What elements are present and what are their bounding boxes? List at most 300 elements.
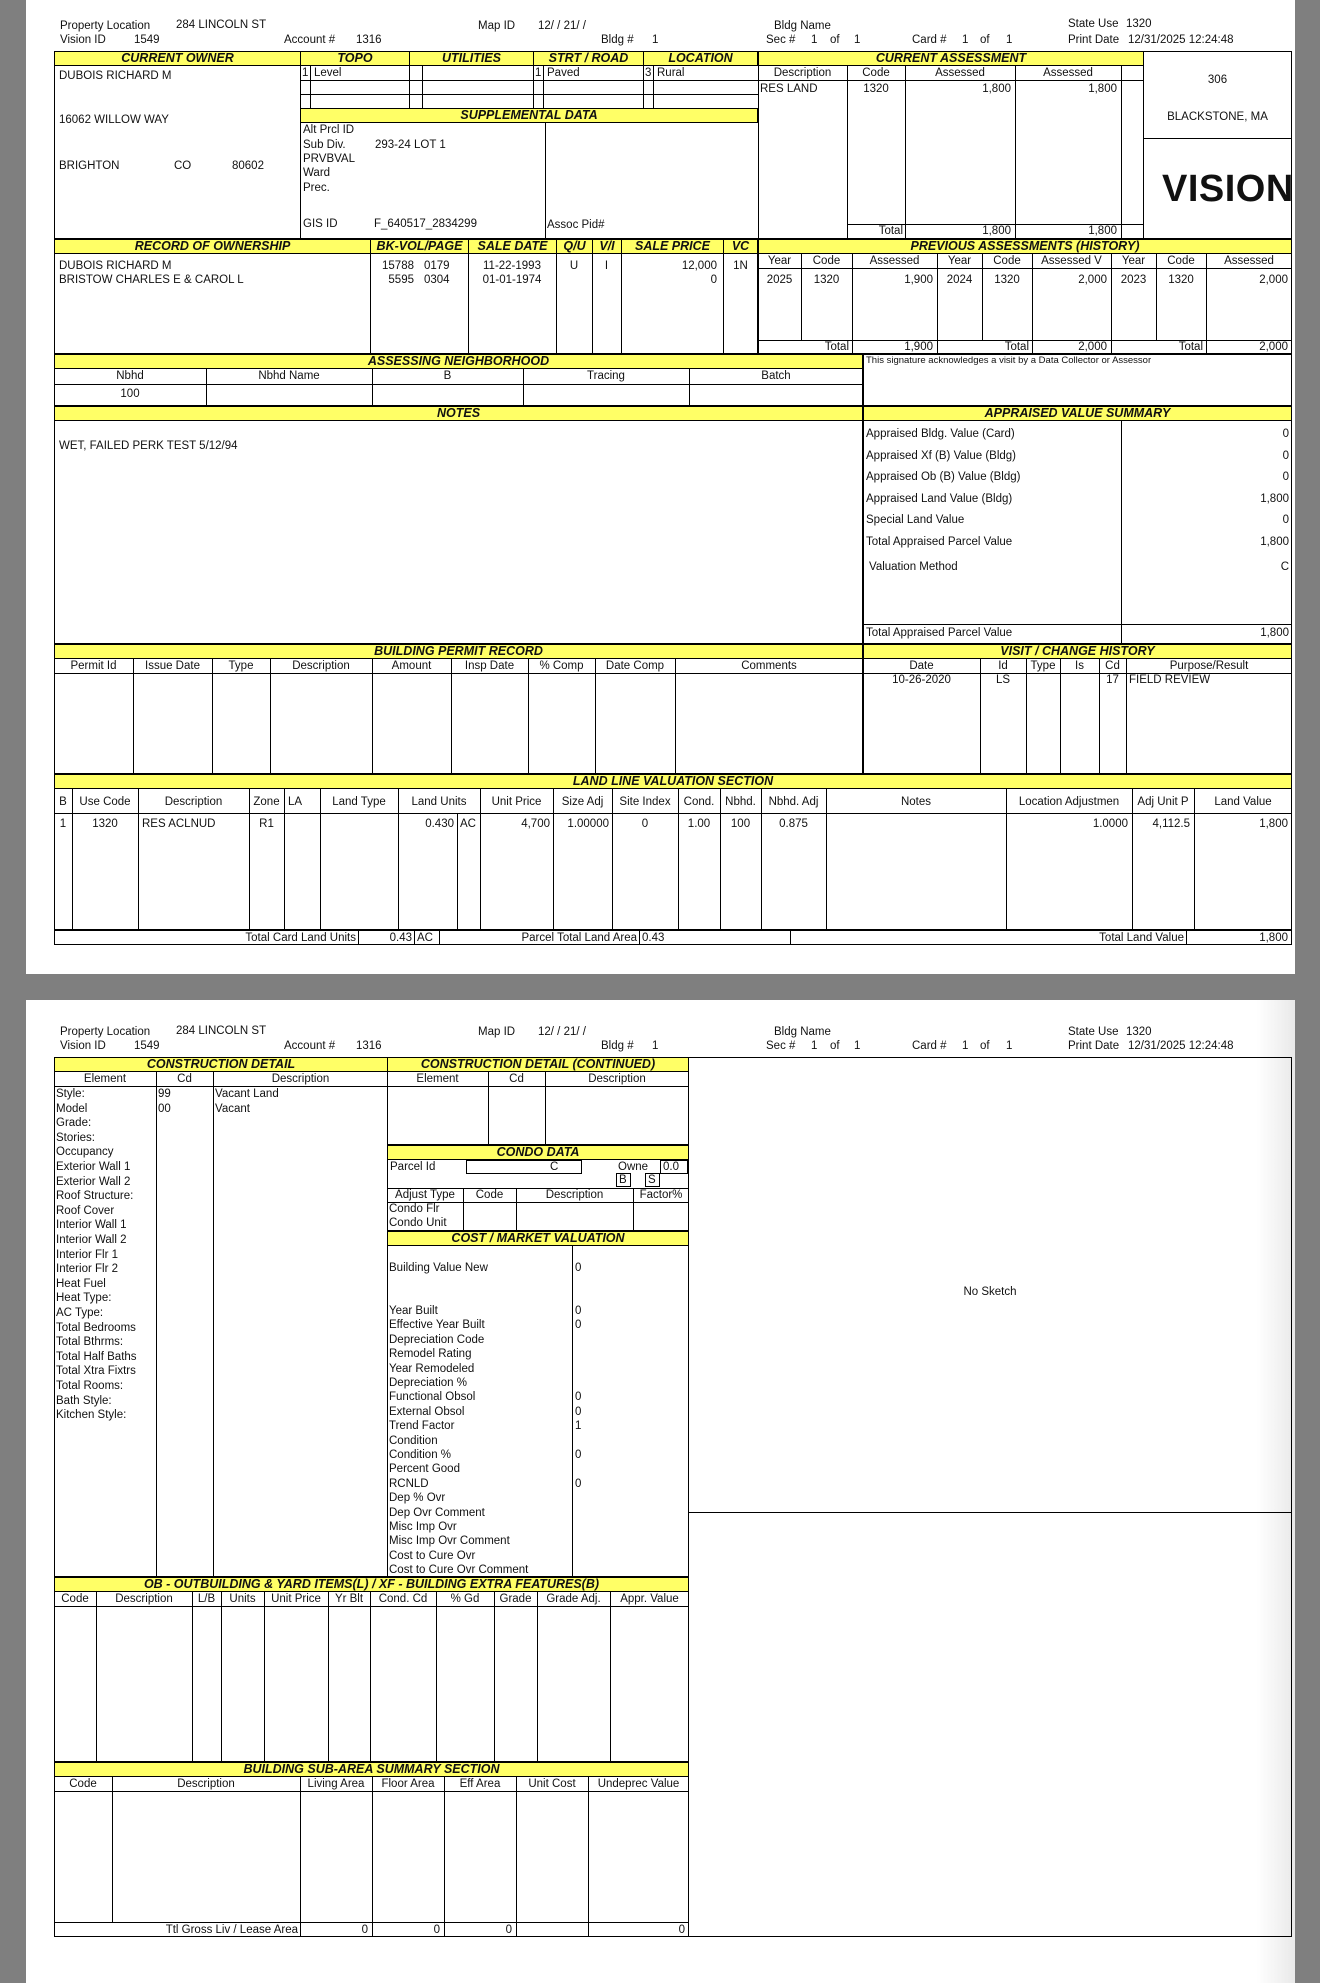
visit-cd: 17 [1106, 674, 1119, 686]
subarea-total-eff: 0 [505, 1924, 512, 1936]
print-date-label: Print Date [1068, 34, 1120, 46]
construction-element: Heat Type: [56, 1292, 112, 1305]
appraised-value: 1,800 [1260, 493, 1289, 505]
construction-element: Total Bedrooms [56, 1321, 136, 1334]
sketch-frame [688, 1057, 1292, 1937]
map-id-label: Map ID [478, 1026, 516, 1038]
property-location-label: Property Location [60, 20, 151, 32]
land-value: 1,800 [1259, 818, 1288, 830]
sec-label: Sec # [766, 1040, 796, 1052]
strt-road-value: Paved [547, 67, 580, 79]
alt-prcl-id-label: Alt Prcl ID [303, 124, 355, 136]
cost-market-label: External Obsol [389, 1405, 465, 1418]
ob-header-cond-cd: Cond. Cd [378, 1593, 428, 1605]
construction-description: Vacant Land [215, 1088, 279, 1100]
permit-header-amount: Amount [391, 660, 432, 672]
land-header-b: B [59, 796, 67, 808]
subarea-header-living: Living Area [307, 1778, 365, 1790]
card-label: Card # [912, 1040, 947, 1052]
bldg-name-label: Bldg Name [774, 20, 831, 32]
construction-element: Total Bthrms: [56, 1336, 124, 1349]
permits-title: BUILDING PERMIT RECORD [54, 644, 863, 659]
owner-address: 16062 WILLOW WAY [59, 114, 169, 126]
cost-market-label: Functional Obsol [389, 1391, 476, 1404]
parcel-total-land-area-label: Parcel Total Land Area [521, 932, 637, 944]
cost-market-label: Year Remodeled [389, 1362, 475, 1375]
construction-cont-title: CONSTRUCTION DETAIL (CONTINUED) [387, 1057, 689, 1072]
land-header-land-units: Land Units [411, 796, 467, 808]
cost-market-value: 0 [575, 1477, 582, 1490]
appraised-label: Appraised Land Value (Bldg) [866, 493, 1013, 505]
nbhd-b-header: B [443, 370, 452, 382]
cost-market-value: 0 [575, 1391, 582, 1404]
sec-label: Sec # [766, 34, 796, 46]
visit-header-date: Date [909, 660, 934, 672]
sec-of: 1 [854, 1040, 861, 1052]
construction-element: AC Type: [56, 1307, 104, 1319]
land-header-nbhd-adj: Nbhd. Adj [768, 796, 819, 808]
card-of: 1 [1006, 34, 1013, 46]
ca-total-2: 1,800 [1088, 225, 1117, 237]
property-location: 284 LINCOLN ST [176, 19, 267, 31]
ownership-owner: BRISTOW CHARLES E & CAROL L [59, 274, 244, 286]
ca-assessed-1: 1,800 [982, 83, 1011, 95]
sec-of-label: of [830, 34, 840, 46]
state-use: 1320 [1126, 18, 1152, 30]
bldg-name-label: Bldg Name [774, 1026, 831, 1038]
ca-header-description: Description [773, 67, 832, 79]
ob-header-appr-value: Appr. Value [620, 1593, 679, 1605]
previous-assessments-title: PREVIOUS ASSESSMENTS (HISTORY) [758, 239, 1292, 254]
ownership-page: 0304 [424, 274, 450, 286]
cost-market-label: Percent Good [389, 1463, 460, 1476]
property-location-label: Property Location [60, 1026, 151, 1038]
land-site-index: 0 [641, 818, 649, 830]
prvbval-label: PRVBVAL [303, 153, 355, 165]
condo-s: S [648, 1174, 656, 1186]
construction-description: Vacant [215, 1102, 250, 1115]
land-header-nbhd: Nbhd. [725, 796, 756, 808]
appraised-label: Total Appraised Parcel Value [866, 536, 1013, 548]
permit-header-description: Description [292, 660, 350, 672]
land-zone: R1 [259, 818, 274, 830]
condo-owne-label: Owne [618, 1161, 649, 1173]
cost-market-value: 0 [575, 1405, 582, 1418]
ownership-bk: 5595 [388, 274, 414, 286]
sketch-placeholder: No Sketch [963, 1286, 1017, 1298]
pa-code-2: 1320 [994, 274, 1020, 286]
ob-header-yr-blt: Yr Blt [334, 1593, 364, 1605]
ca-header-assessed-2: Assessed [1043, 67, 1093, 79]
land-description: RES ACLNUD [142, 818, 216, 830]
land-header-site-index: Site Index [619, 796, 671, 808]
ca-code: 1320 [863, 83, 889, 95]
visit-header-purpose: Purpose/Result [1169, 660, 1249, 672]
ownership-title: RECORD OF OWNERSHIP [54, 239, 371, 254]
visit-id: LS [995, 674, 1011, 686]
appraised-label: Appraised Ob (B) Value (Bldg) [866, 471, 1021, 483]
location-value: Rural [657, 67, 685, 79]
construction-frame [54, 1057, 388, 1577]
bldg-number: 1 [652, 34, 659, 46]
appraised-value: 1,800 [1260, 536, 1289, 548]
construction-element: Total Rooms: [56, 1380, 124, 1392]
ownership-vi: I [604, 260, 609, 272]
assoc-pid-label: Assoc Pid# [547, 219, 605, 231]
pa-header-code-2: Code [993, 255, 1021, 267]
construction-cd: 00 [158, 1102, 171, 1115]
permit-header-type: Type [228, 660, 254, 672]
construction-element: Heat Fuel [56, 1277, 106, 1290]
topo-value: Level [314, 67, 342, 79]
ownership-header-vc: VC [723, 239, 758, 254]
ob-header-grade-adj: Grade Adj. [546, 1593, 601, 1605]
cost-market-label: Dep Ovr Comment [389, 1506, 485, 1519]
land-use-code: 1320 [92, 818, 118, 830]
land-header-unit-price: Unit Price [491, 796, 542, 808]
subarea-title: BUILDING SUB-AREA SUMMARY SECTION [54, 1762, 689, 1777]
condo-c: C [550, 1161, 559, 1173]
land-cond: 1.00 [687, 818, 711, 830]
pa-header-year-2: Year [947, 255, 972, 267]
notes-text: WET, FAILED PERK TEST 5/12/94 [59, 440, 238, 452]
building-value-new-label: Building Value New [389, 1262, 488, 1274]
sub-div: 293-24 LOT 1 [375, 139, 446, 151]
gis-id: F_640517_2834299 [374, 218, 477, 230]
bldg-label: Bldg # [601, 34, 634, 46]
total-card-land-units-label: Total Card Land Units [245, 932, 356, 944]
appraised-title: APPRAISED VALUE SUMMARY [863, 406, 1292, 421]
bldg-label: Bldg # [601, 1040, 634, 1052]
pa-header-assessed-1: Assessed [869, 255, 920, 267]
state-use-label: State Use [1068, 18, 1119, 30]
visits-title: VISIT / CHANGE HISTORY [863, 644, 1292, 659]
owner-city: BRIGHTON [59, 160, 120, 172]
cost-market-label: Remodel Rating [389, 1348, 472, 1361]
ob-header-lb: L/B [197, 1593, 216, 1605]
ward-label: Ward [303, 167, 331, 179]
land-b: 1 [59, 818, 67, 830]
ownership-frame [54, 239, 758, 354]
map-id-label: Map ID [478, 20, 516, 32]
land-header-use-code: Use Code [79, 796, 131, 808]
property-card-page-1 [26, 0, 1295, 974]
pa-year-2: 2024 [946, 274, 973, 286]
location-title: LOCATION [643, 51, 758, 66]
construction-element: Model [56, 1102, 88, 1115]
total-card-land-units: 0.43 [389, 932, 412, 944]
account-number: 1316 [356, 1040, 382, 1052]
condo-title: CONDO DATA [387, 1145, 689, 1160]
construction-element: Total Half Baths [56, 1350, 137, 1363]
ownership-header-bk: BK-VOL/PAGE [370, 239, 469, 254]
card-number: 1 [962, 34, 969, 46]
pa-total-1: 1,900 [904, 341, 933, 353]
owner-state: CO [174, 160, 192, 172]
pa-header-year-1: Year [767, 255, 792, 267]
cost-market-label: Condition % [389, 1449, 452, 1461]
pa-total-3: 2,000 [1259, 341, 1288, 353]
cost-market-value: 0 [575, 1305, 582, 1317]
sec-number: 1 [811, 34, 818, 46]
nbhd-header: Nbhd [116, 370, 144, 382]
visit-header-type: Type [1030, 660, 1056, 672]
card-of: 1 [1006, 1040, 1013, 1052]
utilities-title: UTILITIES [409, 51, 534, 66]
state-use: 1320 [1126, 1026, 1152, 1038]
current-assessment-title: CURRENT ASSESSMENT [758, 51, 1144, 66]
card-of-label: of [980, 34, 990, 46]
land-line-title: LAND LINE VALUATION SECTION [54, 774, 1292, 789]
nbhd-tracing-header: Tracing [587, 370, 625, 382]
construction-cont-header-element: Element [416, 1073, 459, 1085]
topo-title: TOPO [300, 51, 410, 66]
pa-assessed-2: 2,000 [1078, 274, 1107, 286]
pa-header-code-3: Code [1167, 255, 1195, 267]
vision-id: 1549 [134, 34, 160, 46]
permit-header-comments: Comments [741, 660, 797, 672]
construction-element: Total Xtra Fixtrs [56, 1365, 136, 1378]
construction-element: Interior Flr 2 [56, 1263, 118, 1276]
ca-total-label: Total [878, 225, 903, 237]
ownership-date: 11-22-1993 [483, 260, 541, 272]
permit-header-id: Permit Id [70, 660, 117, 672]
print-date: 12/31/2025 12:24:48 [1128, 1040, 1234, 1052]
construction-title: CONSTRUCTION DETAIL [54, 1057, 388, 1072]
town-code: 306 [1207, 74, 1228, 86]
visit-header-id: Id [998, 660, 1008, 672]
neighborhood-title: ASSESSING NEIGHBORHOOD [54, 354, 863, 369]
land-size-adj: 1.00000 [567, 818, 609, 830]
construction-element: Stories: [56, 1131, 95, 1144]
condo-flr-label: Condo Flr [389, 1203, 440, 1215]
appraised-label: Appraised Bldg. Value (Card) [866, 428, 1015, 440]
pa-assessed-3: 2,000 [1259, 274, 1288, 286]
cost-market-label: Cost to Cure Ovr Comment [389, 1564, 529, 1577]
subarea-header-undeprec: Undeprec Value [597, 1778, 680, 1790]
visit-purpose: FIELD REVIEW [1129, 674, 1211, 686]
construction-header-element: Element [83, 1073, 127, 1085]
ob-header-grade: Grade [499, 1593, 532, 1605]
permit-header-issue-date: Issue Date [145, 660, 200, 672]
construction-element: Bath Style: [56, 1394, 112, 1407]
land-header-adj-unit-p: Adj Unit P [1137, 796, 1189, 808]
ownership-header-price: SALE PRICE [621, 239, 724, 254]
appraised-value: 0 [1282, 428, 1289, 440]
ownership-price: 0 [710, 274, 717, 286]
total-land-value: 1,800 [1259, 932, 1288, 944]
account-label: Account # [284, 34, 336, 46]
appraised-value: 0 [1282, 514, 1289, 526]
pa-total-label-1: Total [824, 341, 849, 353]
card-of-label: of [980, 1040, 990, 1052]
subarea-header-description: Description [177, 1778, 235, 1790]
construction-element: Roof Cover [56, 1204, 115, 1217]
sec-number: 1 [811, 1040, 818, 1052]
cost-market-value: 1 [575, 1420, 582, 1433]
ownership-header-date: SALE DATE [468, 239, 557, 254]
supplemental-title: SUPPLEMENTAL DATA [300, 108, 758, 123]
subarea-header-code: Code [69, 1778, 97, 1790]
ob-header-description: Description [115, 1593, 173, 1605]
pa-assessed-1: 1,900 [904, 274, 933, 286]
construction-element: Style: [56, 1088, 85, 1100]
account-number: 1316 [356, 34, 382, 46]
print-date-label: Print Date [1068, 1040, 1120, 1052]
ca-total-1: 1,800 [982, 225, 1011, 237]
permit-header-comp: % Comp [539, 660, 584, 672]
total-card-land-units-type: AC [417, 932, 433, 944]
ca-description: RES LAND [760, 83, 818, 95]
cost-market-label: Trend Factor [389, 1420, 455, 1433]
subarea-header-floor: Floor Area [381, 1778, 435, 1790]
condo-header-code: Code [475, 1189, 504, 1201]
land-unit-price: 4,700 [521, 818, 550, 830]
condo-parcel-id-field [466, 1160, 582, 1174]
ownership-header-vi: V/I [592, 239, 622, 254]
land-header-la: LA [288, 796, 303, 808]
ownership-qu: U [569, 260, 579, 272]
condo-header-adjust-type: Adjust Type [395, 1189, 455, 1201]
land-header-land-value: Land Value [1214, 796, 1272, 808]
owner-name: DUBOIS RICHARD M [59, 70, 172, 82]
construction-element: Interior Flr 1 [56, 1248, 118, 1261]
land-header-zone: Zone [253, 796, 280, 808]
construction-header-cd: Cd [177, 1073, 192, 1085]
sec-of-label: of [830, 1040, 840, 1052]
account-label: Account # [284, 1040, 336, 1052]
cost-market-title: COST / MARKET VALUATION [387, 1231, 689, 1246]
cost-market-label: Condition [389, 1434, 438, 1447]
print-date: 12/31/2025 12:24:48 [1128, 34, 1234, 46]
topo-code: 1 [302, 67, 309, 79]
ca-assessed-2: 1,800 [1088, 83, 1117, 95]
nbhd-name-header: Nbhd Name [258, 370, 320, 382]
construction-element: Grade: [56, 1117, 92, 1130]
appraised-label: Valuation Method [869, 561, 958, 573]
state-use-label: State Use [1068, 1026, 1119, 1038]
construction-cont-header-cd: Cd [509, 1073, 524, 1085]
location-code: 3 [645, 67, 652, 79]
pa-header-assessed-3: Assessed [1224, 255, 1274, 267]
cost-market-label: Misc Imp Ovr Comment [389, 1535, 510, 1548]
construction-cd: 99 [158, 1088, 171, 1100]
pa-code-1: 1320 [813, 274, 840, 286]
cost-market-label: Dep % Ovr [389, 1492, 446, 1505]
ownership-date: 01-01-1974 [482, 274, 542, 286]
pa-total-label-2: Total [1004, 341, 1029, 353]
cost-market-value: 0 [575, 1319, 582, 1332]
construction-element: Interior Wall 2 [56, 1234, 127, 1246]
vision-id-label: Vision ID [60, 1040, 106, 1052]
land-header-land-type: Land Type [332, 796, 386, 808]
appraised-value: C [1280, 561, 1289, 573]
ownership-page: 0179 [424, 260, 450, 272]
condo-owne-value: 0.0 [663, 1161, 679, 1173]
property-card-page-2 [26, 1000, 1295, 1983]
land-header-location-adj: Location Adjustmen [1018, 796, 1120, 808]
land-header-size-adj: Size Adj [561, 796, 604, 808]
land-header-cond: Cond. [683, 796, 715, 808]
prec-label: Prec. [303, 182, 330, 194]
construction-element: Exterior Wall 1 [56, 1161, 131, 1173]
condo-b: B [619, 1174, 627, 1186]
total-land-value-label: Total Land Value [1099, 932, 1184, 944]
pa-total-2: 2,000 [1078, 341, 1107, 353]
pa-header-code-1: Code [812, 255, 841, 267]
construction-header-description: Description [271, 1073, 330, 1085]
parcel-total-land-area: 0.43 [642, 932, 665, 944]
visit-header-is: Is [1075, 660, 1084, 672]
cost-market-label: Depreciation % [389, 1377, 467, 1389]
construction-element: Exterior Wall 2 [56, 1175, 131, 1188]
subarea-total-living: 0 [361, 1924, 368, 1936]
pa-header-year-3: Year [1121, 255, 1146, 267]
ca-header-code: Code [862, 67, 890, 79]
land-nbhd: 100 [730, 818, 751, 830]
vision-logo: VISION [1162, 168, 1294, 210]
ob-header-unit-price: Unit Price [271, 1593, 321, 1605]
land-location-adj: 1.0000 [1092, 818, 1128, 830]
subarea-total-label: Ttl Gross Liv / Lease Area [165, 1924, 298, 1936]
land-header-description: Description [164, 796, 223, 808]
permit-header-date-comp: Date Comp [605, 660, 665, 672]
town-name: BLACKSTONE, MA [1167, 111, 1268, 123]
subarea-total-undeprec: 0 [678, 1924, 685, 1936]
building-value-new: 0 [575, 1262, 582, 1274]
ownership-price: 12,000 [681, 260, 717, 272]
card-label: Card # [912, 34, 947, 46]
visit-header-cd: Cd [1105, 660, 1120, 672]
nbhd-batch-header: Batch [761, 370, 791, 382]
vision-id: 1549 [134, 1040, 160, 1052]
ownership-owner: DUBOIS RICHARD M [59, 260, 172, 272]
construction-element: Roof Structure: [56, 1190, 134, 1203]
permit-header-insp-date: Insp Date [464, 660, 515, 672]
cost-market-label: Effective Year Built [389, 1319, 485, 1332]
subarea-total-floor: 0 [433, 1924, 440, 1936]
sub-div-label: Sub Div. [303, 139, 346, 151]
signature-note: This signature acknowledges a visit by a Data Collector or Assessor [866, 355, 1152, 366]
appraised-total: 1,800 [1260, 627, 1289, 639]
construction-cont-header-description: Description [588, 1073, 646, 1085]
subarea-header-eff: Eff Area [459, 1778, 501, 1790]
card-number: 1 [962, 1040, 969, 1052]
nbhd-value: 100 [120, 388, 140, 400]
land-nbhd-adj: 0.875 [779, 818, 808, 830]
visit-date: 10-26-2020 [892, 674, 951, 686]
ob-header-gd: % Gd [450, 1593, 480, 1605]
cost-market-label: Depreciation Code [389, 1333, 485, 1346]
condo-parcel-id-label: Parcel Id [390, 1161, 436, 1173]
property-location: 284 LINCOLN ST [176, 1025, 267, 1037]
ca-header-assessed-1: Assessed [935, 67, 985, 79]
notes-title: NOTES [54, 406, 863, 421]
condo-header-factor: Factor% [639, 1189, 683, 1201]
strt-road-code: 1 [535, 67, 542, 79]
construction-element: Kitchen Style: [56, 1409, 127, 1422]
ownership-header-qu: Q/U [556, 239, 593, 254]
map-id: 12/ / 21/ / [538, 1026, 586, 1038]
ob-header-units: Units [229, 1593, 256, 1605]
construction-element: Occupancy [56, 1146, 114, 1159]
current-owner-title: CURRENT OWNER [54, 51, 301, 66]
appraised-label: Special Land Value [866, 514, 965, 526]
subarea-header-unit-cost: Unit Cost [528, 1778, 576, 1790]
outbuilding-title: OB - OUTBUILDING & YARD ITEMS(L) / XF - BUILDING EXTRA FEATURES(B) [54, 1577, 689, 1592]
land-units-type: AC [460, 818, 476, 830]
land-header-notes: Notes [900, 796, 932, 808]
